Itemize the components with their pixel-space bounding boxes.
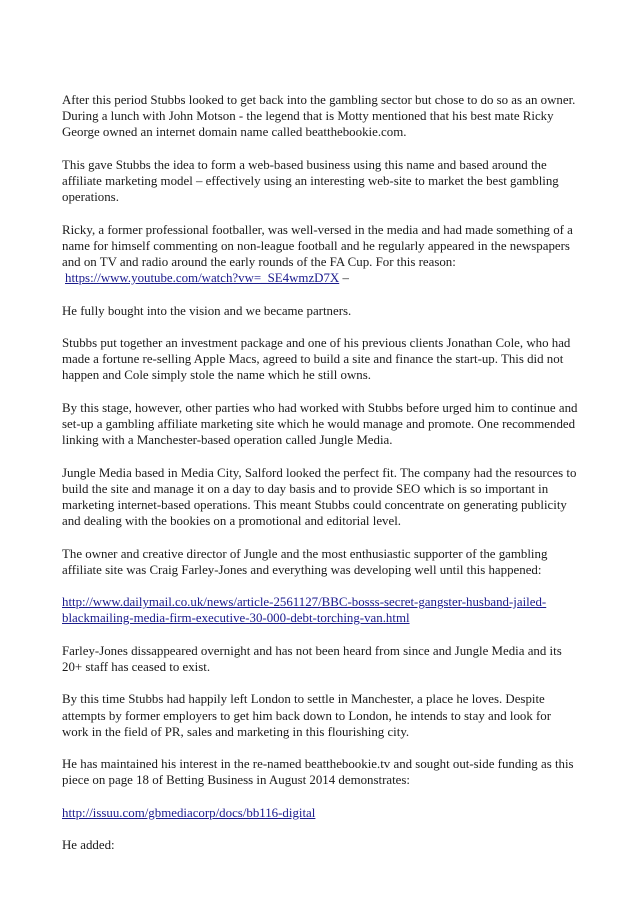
text-line bbox=[62, 270, 582, 286]
text-line: By this time Stubbs had happily left London to settle in Manchester, a place he loves. Despite bbox=[62, 692, 545, 707]
text-line: After this period Stubbs looked to get back into the gambling sector but chose to do so as an owner. bbox=[62, 93, 576, 107]
text-line: He added: bbox=[62, 838, 115, 853]
text-line: operations. bbox=[62, 190, 119, 205]
paragraph-other-parties bbox=[62, 400, 582, 449]
paragraph-investment bbox=[62, 335, 582, 384]
text-line: set-up a gambling affiliate marketing site which he would manage and promote. One recommended bbox=[62, 416, 576, 431]
paragraph-jungle-media bbox=[62, 465, 582, 530]
text-line: Farley-Jones dissappeared overnight and has not been heard from since and Jungle Media and its bbox=[62, 643, 562, 658]
text-line: Ricky, a former professional footballer, was well-versed in the media and had made something of a bbox=[62, 222, 573, 237]
text-line: happen and Cole simply stole the name which he still owns. bbox=[62, 368, 371, 383]
paragraph-added bbox=[62, 837, 582, 853]
paragraph-dailymail-link bbox=[62, 594, 582, 626]
dash-text: – bbox=[339, 271, 349, 286]
paragraph-issuu-link bbox=[62, 805, 582, 821]
paragraph-ricky bbox=[62, 222, 582, 287]
text-line: work in the field of PR, sales and marketing in this flourishing city. bbox=[62, 724, 410, 739]
text-line: affiliate marketing model – effectively using an interesting web-site to market the best gambling bbox=[62, 174, 559, 188]
text-line: piece on page 18 of Betting Business in August 2014 demonstrates: bbox=[62, 773, 411, 788]
text-line: 20+ staff has ceased to exist. bbox=[62, 659, 211, 674]
text-line: Jungle Media based in Media City, Salford looked the perfect fit. The company had the resources to bbox=[62, 465, 577, 480]
text-line: and on TV and radio around the early rounds of the FA Cup. For this reason: bbox=[62, 255, 456, 269]
paragraph-funding bbox=[62, 756, 582, 788]
paragraph-business-idea bbox=[62, 157, 582, 206]
paragraph-disappeared bbox=[62, 643, 582, 675]
text-line: This gave Stubbs the idea to form a web-based business using this name and based around the bbox=[62, 157, 547, 172]
text-line: By this stage, however, other parties who had worked with Stubbs before urged him to continue and bbox=[62, 400, 578, 415]
text-line: marketing internet-based operations. This meant Stubbs could concentrate on generating publicity bbox=[62, 497, 567, 512]
text-line: George owned an internet domain name called beatthebookie.com. bbox=[62, 125, 407, 140]
dailymail-link-line-2[interactable]: blackmailing-media-firm-executive-30-000-debt-torching-van.html bbox=[62, 611, 410, 626]
paragraph-intro bbox=[62, 92, 582, 141]
document-page bbox=[62, 92, 582, 870]
text-line: linking with a Manchester-based operation called Jungle Media. bbox=[62, 433, 393, 448]
issuu-link[interactable]: http://issuu.com/gbmediacorp/docs/bb116-digital bbox=[62, 805, 316, 820]
text-line: He has maintained his interest in the re-named beatthebookie.tv and sought out-side funding as this bbox=[62, 757, 574, 772]
text-line: affiliate site was Craig Farley-Jones and everything was developing well until this happened: bbox=[62, 562, 542, 577]
text-line: name for himself commenting on non-league football and he regularly appeared in the newspapers bbox=[62, 238, 570, 253]
text-line: The owner and creative director of Jungle and the most enthusiastic supporter of the gambling bbox=[62, 546, 548, 561]
text-line: He fully bought into the vision and we became partners. bbox=[62, 303, 352, 318]
text-line: and dealing with the bookies on a promotional and editorial level. bbox=[62, 514, 402, 529]
paragraph-partners bbox=[62, 303, 582, 319]
dailymail-link-line-1[interactable]: http://www.dailymail.co.uk/news/article-2561127/BBC-bosss-secret-gangster-husband-jailed- bbox=[62, 595, 547, 610]
paragraph-manchester bbox=[62, 691, 582, 740]
text-line: attempts by former employers to get him back down to London, he intends to stay and look for bbox=[62, 708, 552, 723]
paragraph-owner bbox=[62, 546, 582, 578]
youtube-link[interactable]: https://www.youtube.com/watch?vw=_SE4wmzD7X bbox=[65, 271, 340, 286]
text-line: build the site and manage it on a day to day basis and to provide SEO which is so important in bbox=[62, 481, 549, 496]
text-line: made a fortune re-selling Apple Macs, agreed to build a site and finance the start-up. This did not bbox=[62, 352, 564, 367]
text-line: Stubbs put together an investment package and one of his previous clients Jonathan Cole, who had bbox=[62, 335, 571, 350]
text-line: During a lunch with John Motson - the legend that is Motty mentioned that his best mate Ricky bbox=[62, 109, 554, 124]
